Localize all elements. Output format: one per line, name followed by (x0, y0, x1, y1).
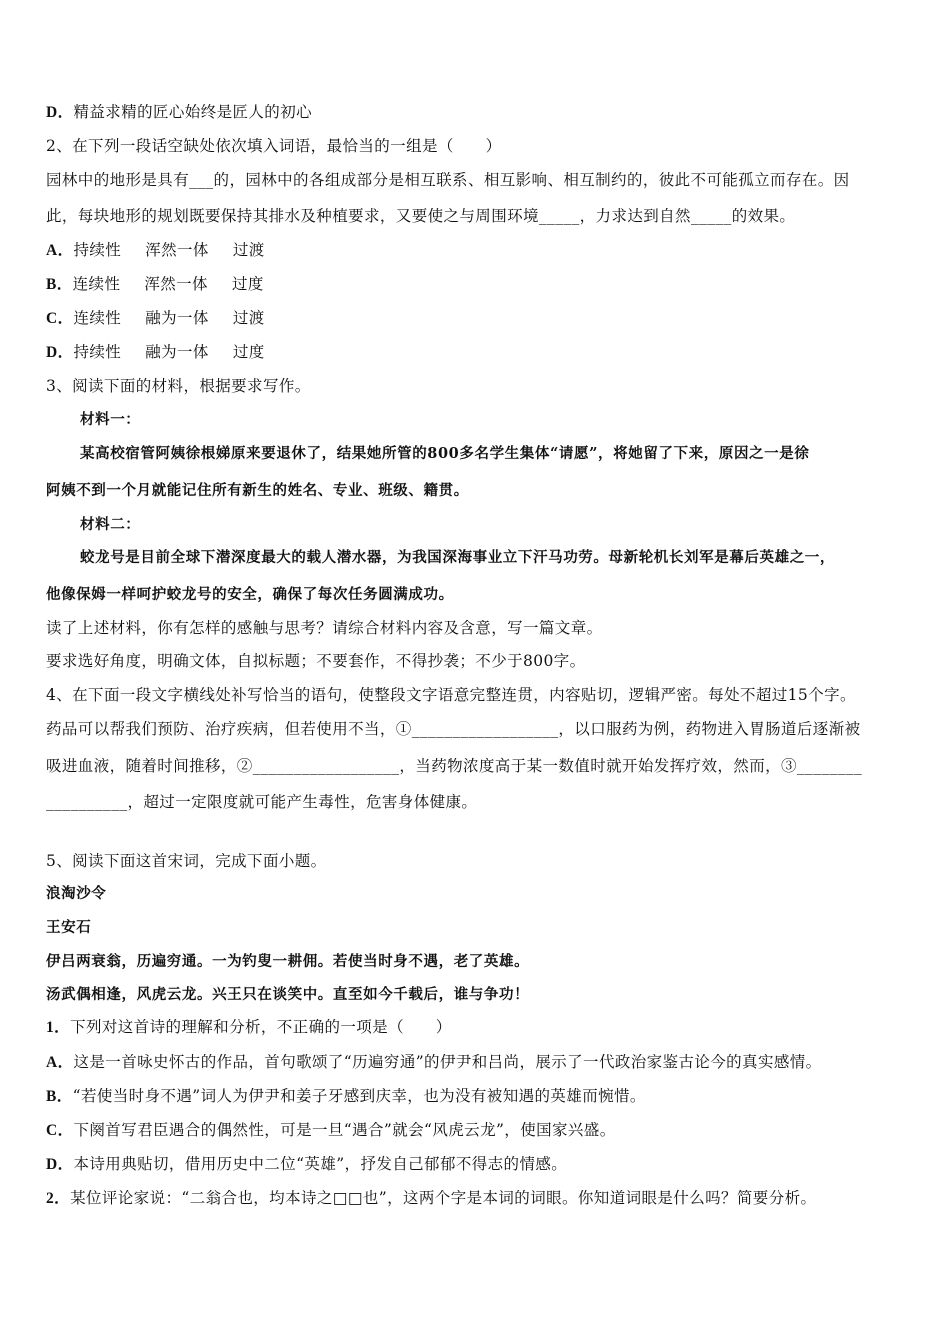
q4-passage-line: 吸进血液，随着时间推移，②__________________，当药物浓度高于某一数值时就开始发挥疗效，然而，③________ (46, 757, 863, 775)
q2-passage-line: 此，每块地形的规划既要保持其排水及种植要求，又要使之与周围环境_____，力求达到自然_____的效果。 (46, 207, 796, 225)
q3-material-1-line: 阿姨不到一个月就能记住所有新生的姓名、专业、班级、籍贯。 (46, 482, 469, 499)
q3-material-1-line: 某高校宿管阿姨徐根娣原来要退休了，结果她所管的800多名学生集体“请愿”，将她留了下来，原因之一是徐 (80, 445, 810, 462)
q2-option-b: B．连续性 浑然一体 过度 (46, 275, 264, 293)
q3-material-2-line: 蛟龙号是目前全球下潜深度最大的载人潜水器，为我国深海事业立下汗马功劳。母新轮机长刘军是幕后英雄之一， (80, 549, 835, 566)
q2-option-c: C．连续性 融为一体 过渡 (46, 309, 265, 327)
poem-line: 汤武偶相逢，风虎云龙。兴王只在谈笑中。直至如今千载后，谁与争功！ (46, 986, 530, 1003)
q2-stem: 2、在下列一段话空缺处依次填入词语，最恰当的一组是（ ） (46, 137, 502, 155)
q5-sub1-option-a: A．这是一首咏史怀古的作品，首句歌颂了“历遍穷通”的伊尹和吕尚，展示了一代政治家鉴古论今的真实感情。 (46, 1053, 822, 1071)
poem-title: 浪淘沙令 (46, 885, 107, 902)
q2-option-d: D．持续性 融为一体 过度 (46, 343, 265, 361)
q4-passage-line: 药品可以帮我们预防、治疗疾病，但若使用不当，①__________________，以口服药为例，药物进入胃肠道后逐渐被 (46, 720, 861, 738)
q3-material-2-line: 他像保姆一样呵护蛟龙号的安全，确保了每次任务圆满成功。 (46, 586, 454, 603)
q3-material-1-title: 材料一： (80, 411, 141, 428)
q5-sub2-stem: 2．某位评论家说：“二翁合也，均本诗之□□也”，这两个字是本词的词眼。你知道词眼是什么吗？简要分析。 (46, 1189, 817, 1207)
poem-author: 王安石 (46, 919, 92, 936)
q3-requirement: 要求选好角度，明确文体，自拟标题；不要套作，不得抄袭；不少于800字。 (46, 652, 586, 670)
q2-passage-line: 园林中的地形是具有___的，园林中的各组成部分是相互联系、相互影响、相互制约的，彼此不可能孤立而存在。因 (46, 171, 850, 189)
q1-option-d: D．精益求精的匠心始终是匠人的初心 (46, 103, 313, 121)
q2-option-a: A．持续性 浑然一体 过渡 (46, 241, 265, 259)
q5-stem: 5、阅读下面这首宋词，完成下面小题。 (46, 852, 327, 870)
q4-stem: 4、在下面一段文字横线处补写恰当的语句，使整段文字语意完整连贯，内容贴切，逻辑严密。每处不超过15个字。 (46, 686, 856, 704)
q3-material-2-title: 材料二： (80, 516, 141, 533)
q3-stem: 3、阅读下面的材料，根据要求写作。 (46, 377, 311, 395)
poem-line: 伊吕两衰翁，历遍穷通。一为钓叟一耕佣。若使当时身不遇，老了英雄。 (46, 953, 530, 970)
q5-sub1-option-d: D．本诗用典贴切，借用历史中二位“英雄”，抒发自己郁郁不得志的情感。 (46, 1155, 568, 1173)
q3-prompt: 读了上述材料，你有怎样的感触与思考？请综合材料内容及含意，写一篇文章。 (46, 619, 603, 637)
q4-passage-line: __________，超过一定限度就可能产生毒性，危害身体健康。 (46, 793, 478, 811)
q5-sub1-option-b: B．“若使当时身不遇”词人为伊尹和姜子牙感到庆幸，也为没有被知遇的英雄而惋惜。 (46, 1087, 646, 1105)
q5-sub1-option-c: C．下阕首写君臣遇合的偶然性，可是一旦“遇合”就会“风虎云龙”，使国家兴盛。 (46, 1121, 616, 1139)
q5-sub1-stem: 1．下列对这首诗的理解和分析，不正确的一项是（ ） (46, 1018, 452, 1036)
